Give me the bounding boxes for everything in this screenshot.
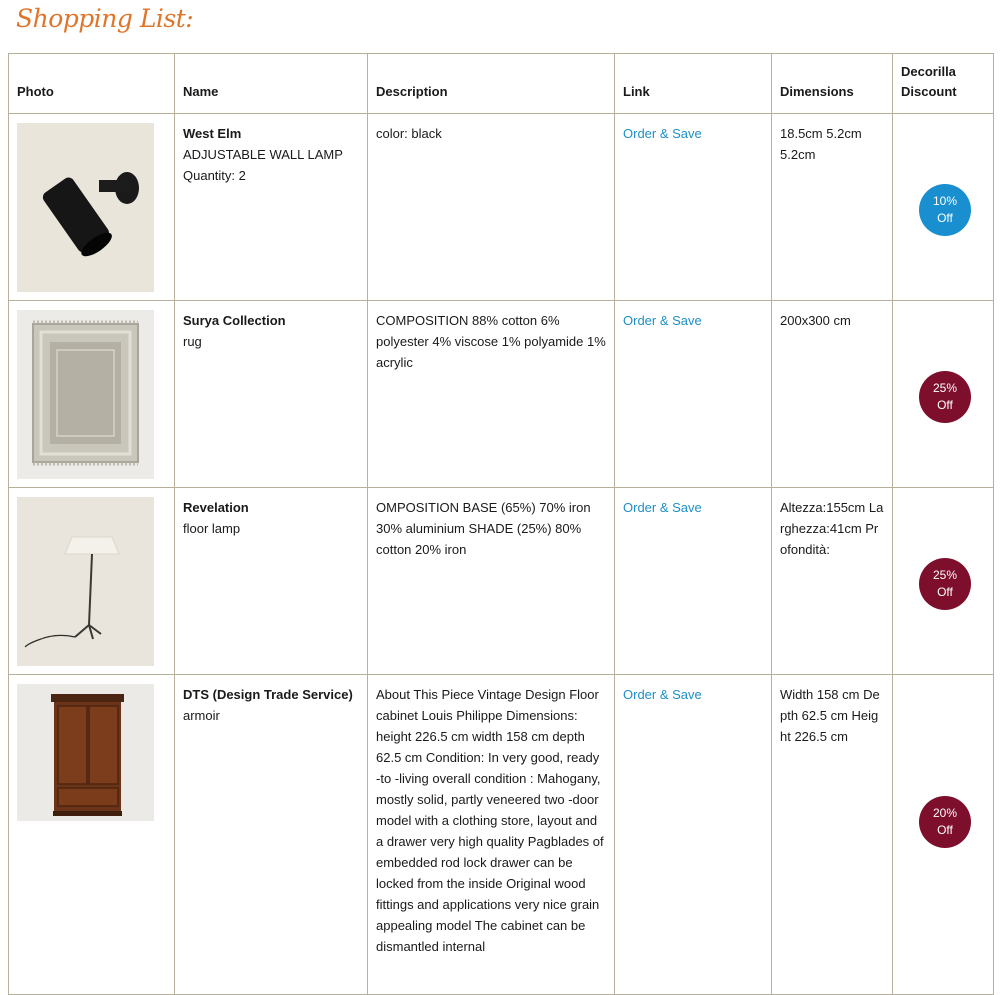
table-row [9,301,994,488]
product-quantity: Quantity: 2 [183,168,246,183]
product-dimensions: 200x300 cm [772,301,893,488]
header-photo: Photo [9,54,175,114]
header-name: Name [175,54,368,114]
product-description: color: black [368,114,615,301]
armoire-photo[interactable] [17,684,154,821]
discount-badge: 10% Off [919,184,971,236]
table-row [9,114,994,301]
wall-lamp-photo[interactable] [17,123,154,292]
product-description: OMPOSITION BASE (65%) 70% iron 30% aluminium SHADE (25%) 80% cotton 20% iron [368,488,615,675]
header-link: Link [615,54,772,114]
product-brand: DTS (Design Trade Service) [183,687,353,702]
header-discount: Decorilla Discount [893,54,994,114]
product-name: ADJUSTABLE WALL LAMP [183,147,343,162]
product-name: floor lamp [183,521,241,536]
header-description: Description [368,54,615,114]
product-name: rug [183,334,202,349]
table-row [9,488,994,675]
table-row [9,675,994,995]
product-dimensions: Width 158 cm Depth 62.5 cm Height 226.5 cm [772,675,893,995]
shopping-list-table [8,53,994,995]
discount-badge: 25% Off [919,558,971,610]
product-brand: West Elm [183,126,242,141]
product-brand: Surya Collection [183,313,286,328]
product-name: armoir [183,708,220,723]
order-save-link[interactable]: Order & Save [623,687,702,702]
product-dimensions: 18.5cm 5.2cm 5.2cm [772,114,893,301]
product-brand: Revelation [183,500,249,515]
product-description: COMPOSITION 88% cotton 6% polyester 4% viscose 1% polyamide 1% acrylic [368,301,615,488]
product-dimensions: Altezza:155cm Larghezza:41cm Profondità: [772,488,893,675]
order-save-link[interactable]: Order & Save [623,313,702,328]
page-title: Shopping List: [16,4,194,33]
floor-lamp-photo[interactable] [17,497,154,666]
product-description: About This Piece Vintage Design Floor cabinet Louis Philippe Dimensions: height 226.5 cm width 158 cm depth 62.5 cm Condition: In very good, ready -to -living overall condition : Mahogany, mostly solid, partly veneered two -door model with a clothing store, layout and a drawer very high quality Pagblades of embedded rod lock drawer can be locked from the inside Original wood fittings and applications very nice grain appealing model The cabinet can be dismantled internal [368,675,615,995]
order-save-link[interactable]: Order & Save [623,126,702,141]
order-save-link[interactable]: Order & Save [623,500,702,515]
discount-badge: 20% Off [919,796,971,848]
header-dimensions: Dimensions [772,54,893,114]
discount-badge: 25% Off [919,371,971,423]
rug-photo[interactable] [17,310,154,479]
table-header-row [9,54,994,114]
